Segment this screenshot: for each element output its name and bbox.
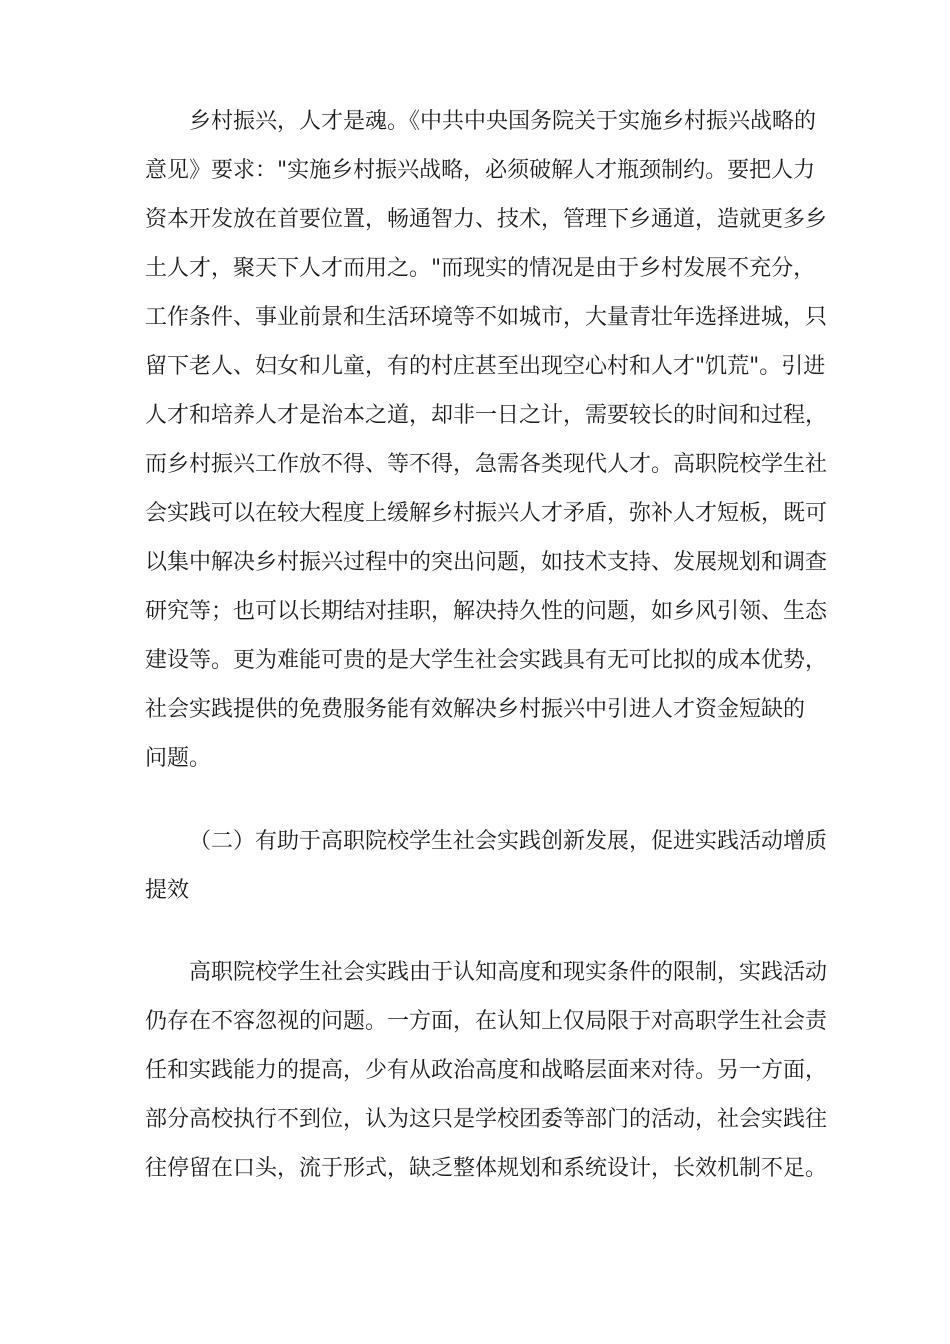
paragraph-2-line-4: 部分高校执行不到位，认为这只是学校团委等部门的活动，社会实践往	[145, 1107, 828, 1132]
paragraph-1-line-2: 意见》要求："实施乡村振兴战略，必须破解人才瓶颈制约。要把人力	[145, 158, 816, 183]
paragraph-2-line-2: 仍存在不容忽视的问题。一方面，在认知上仅局限于对高职学生社会责	[145, 1009, 828, 1034]
paragraph-1-line-5: 工作条件、事业前景和生活环境等不如城市，大量青壮年选择进城，只	[145, 305, 828, 330]
paragraph-1-line-9: 会实践可以在较大程度上缓解乡村振兴人才矛盾，弥补人才短板，既可	[145, 501, 828, 526]
paragraph-1-line-13: 社会实践提供的免费服务能有效解决乡村振兴中引进人才资金短缺的	[145, 697, 806, 722]
paragraph-1-line-12: 建设等。更为难能可贵的是大学生社会实践具有无可比拟的成本优势，	[145, 648, 828, 673]
paragraph-1-line-7: 人才和培养人才是治本之道，却非一日之计，需要较长的时间和过程，	[145, 403, 828, 428]
paragraph-1-line-8: 而乡村振兴工作放不得、等不得，急需各类现代人才。高职院校学生社	[145, 452, 828, 477]
paragraph-2-line-3: 任和实践能力的提高，少有从政治高度和战略层面来对待。另一方面，	[145, 1058, 828, 1083]
paragraph-1-line-1: 乡村振兴，人才是魂。《中共中央国务院关于实施乡村振兴战略的	[189, 109, 817, 134]
paragraph-1-line-3: 资本开发放在首要位置，畅通智力、技术，管理下乡通道，造就更多乡	[145, 207, 828, 232]
paragraph-2-line-1: 高职院校学生社会实践由于认知高度和现实条件的限制，实践活动	[189, 960, 828, 985]
paragraph-1-line-4: 土人才，聚天下人才而用之。"而现实的情况是由于乡村发展不充分，	[145, 256, 816, 281]
paragraph-1-line-14: 问题。	[145, 746, 212, 771]
section-heading-line-2: 提效	[145, 878, 190, 903]
section-heading-line-1: （二）有助于高职院校学生社会实践创新发展，促进实践活动增质	[189, 829, 828, 854]
paragraph-1-line-11: 研究等；也可以长期结对挂职，解决持久性的问题，如乡风引领、生态	[145, 599, 828, 624]
paragraph-2-line-5: 往停留在口头，流于形式，缺乏整体规划和系统设计，长效机制不足。	[145, 1156, 828, 1181]
paragraph-1-line-6: 留下老人、妇女和儿童，有的村庄甚至出现空心村和人才"饥荒"。引进	[145, 354, 826, 379]
paragraph-1-line-10: 以集中解决乡村振兴过程中的突出问题，如技术支持、发展规划和调查	[145, 550, 828, 575]
